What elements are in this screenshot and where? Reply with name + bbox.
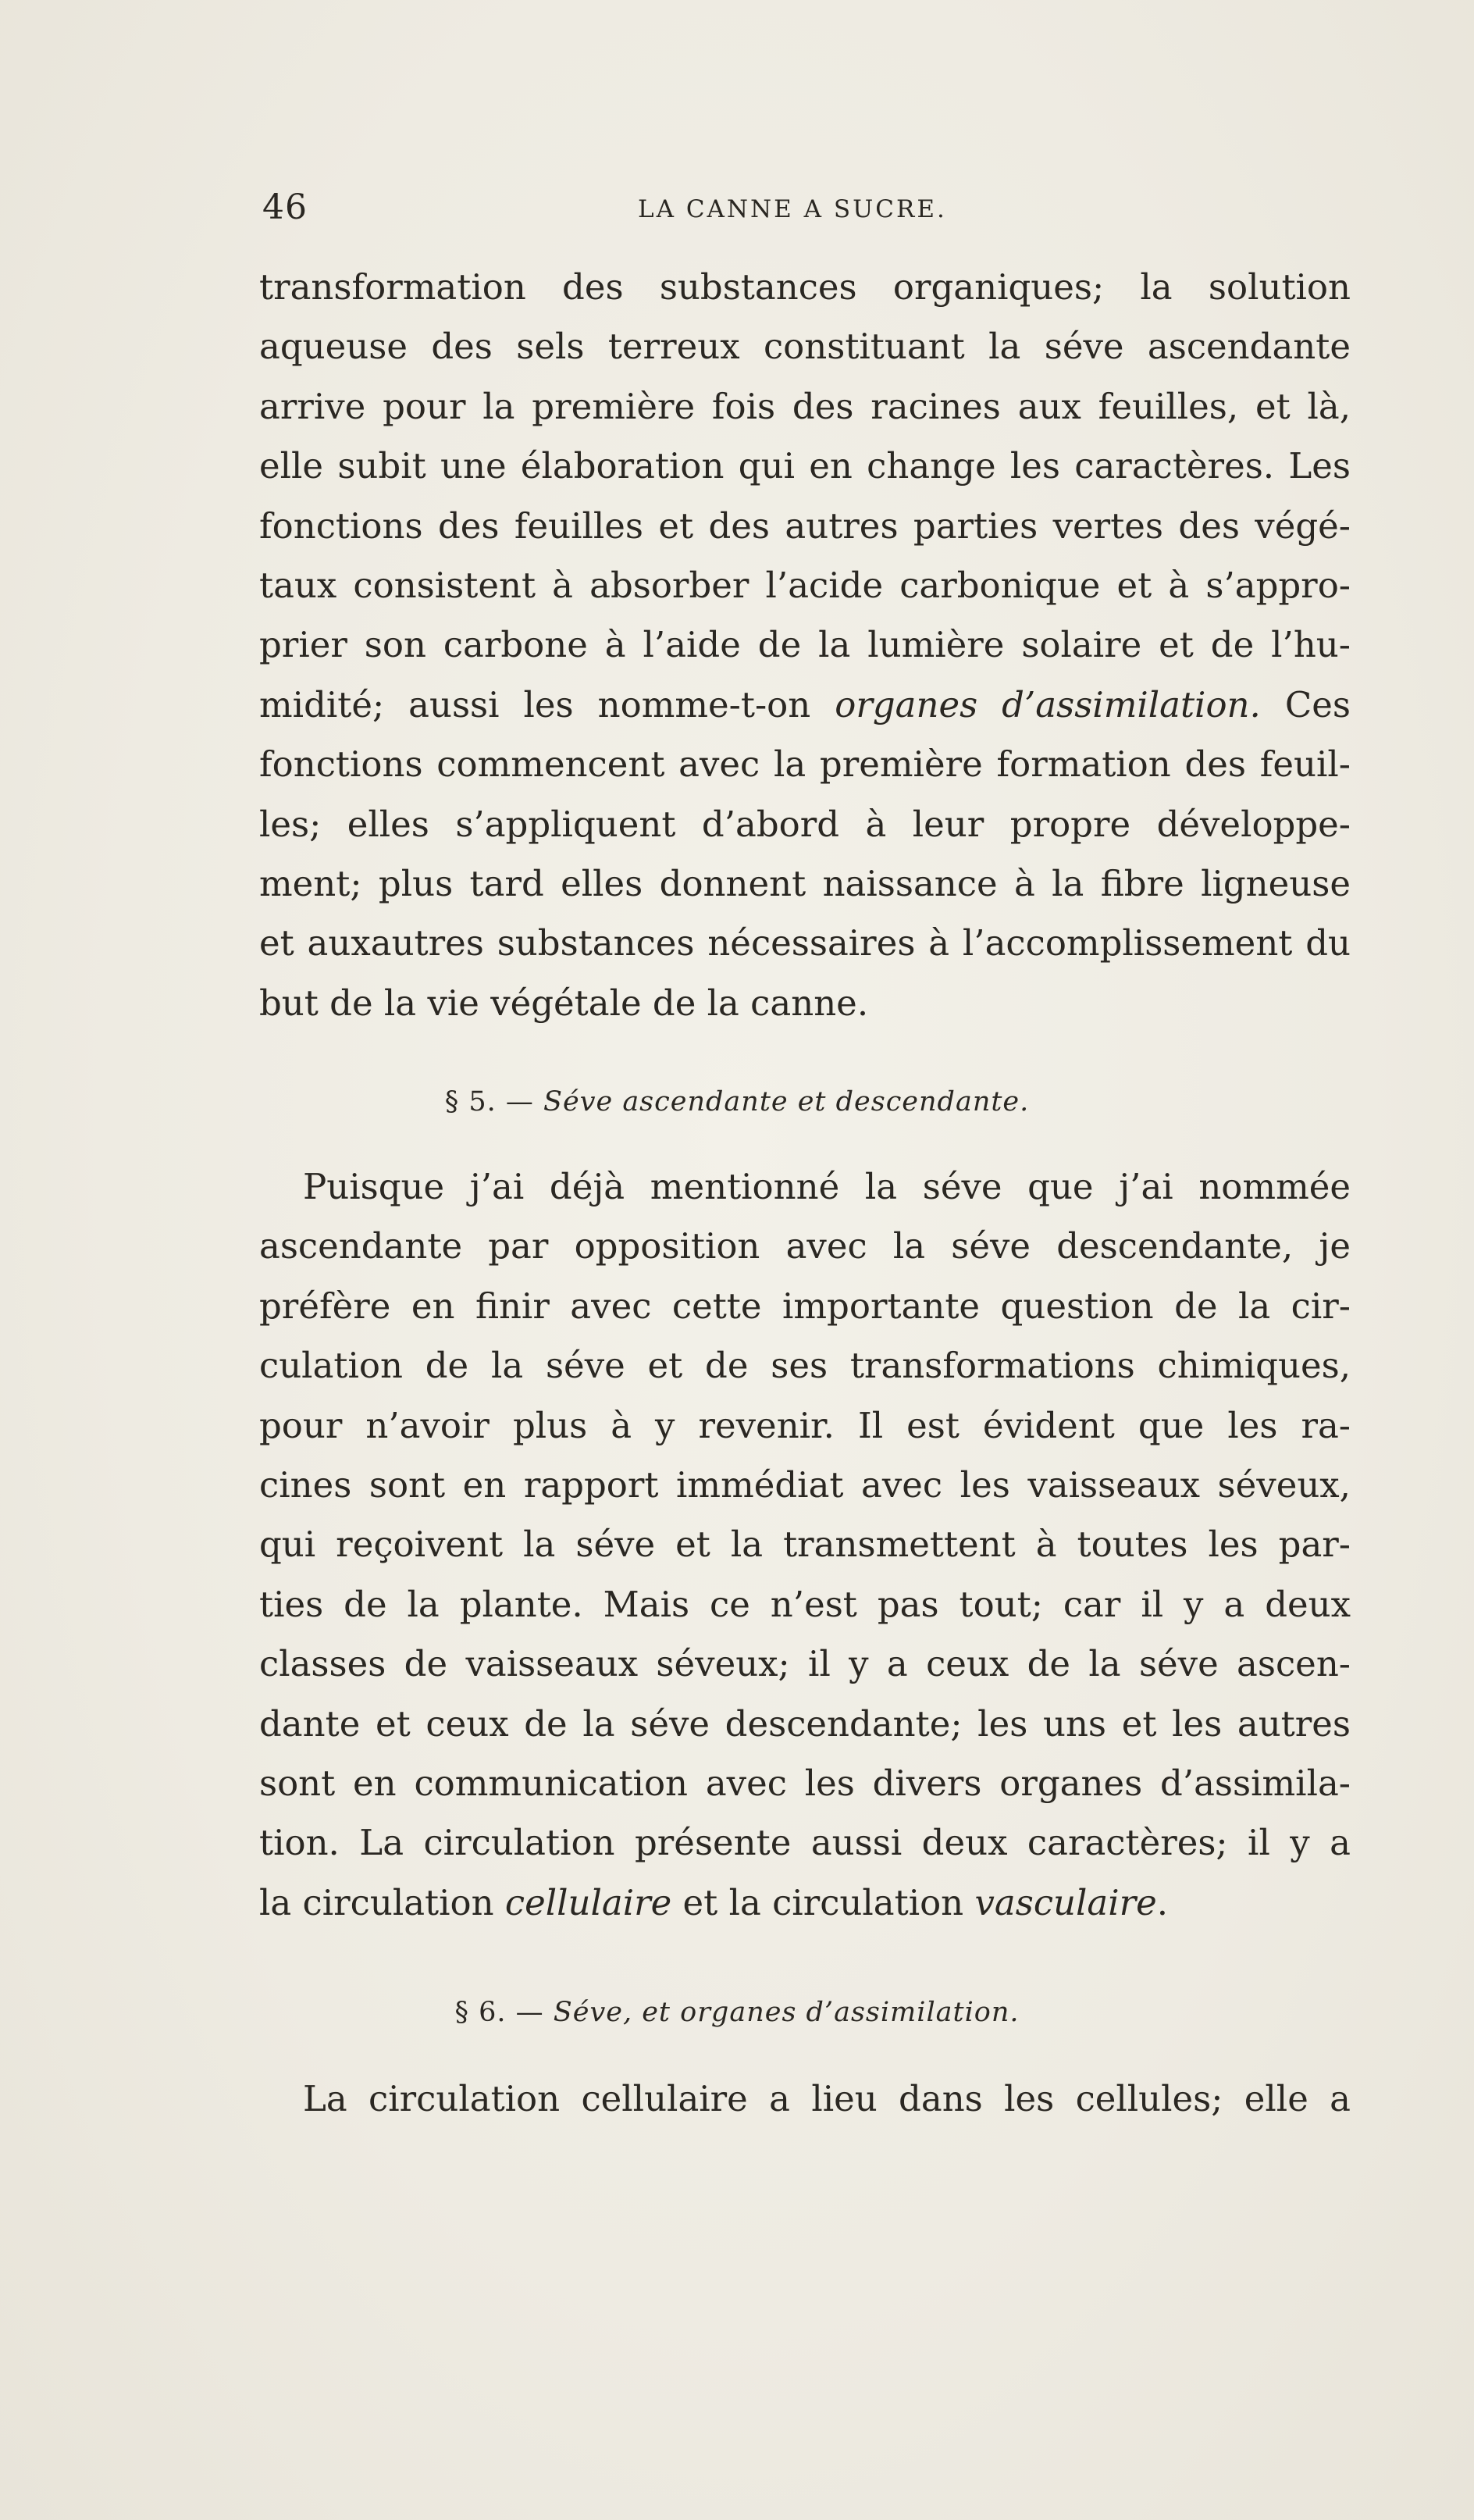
page-header [259, 187, 1352, 234]
text-line: et auxautres substances nécessaires à l’accomplissement du [259, 922, 1351, 964]
text-line: fonctions commencent avec la première formation des feuil- [259, 743, 1351, 786]
text-line: pour n’avoir plus à y revenir. Il est évident que les ra- [259, 1404, 1351, 1446]
text-run: la circulation [259, 1881, 505, 1923]
text-line: culation de la séve et de ses transformations chimiques, [259, 1345, 1351, 1387]
text-line: tion. La circulation présente aussi deux caractères; il y a [259, 1822, 1351, 1864]
italic-term: cellulaire [504, 1881, 672, 1923]
paragraph-1 [259, 258, 1351, 1033]
text-line: cines sont en rapport immédiat avec les vaisseaux séveux, [259, 1464, 1351, 1506]
text-line [259, 675, 1351, 735]
section-heading-5 [0, 1086, 1474, 1117]
section-title: Séve, et organes d’assimilation. [553, 1997, 1020, 2028]
text-run: midité; aussi les nomme-t-on [259, 683, 835, 725]
text-line: taux consistent à absorber l’acide carbonique et à s’appro- [259, 565, 1351, 607]
running-title: LA CANNE A SUCRE. [638, 195, 947, 223]
text-line: sont en communication avec les divers organes d’assimila- [259, 1763, 1351, 1805]
text-line: fonctions des feuilles et des autres parties vertes des végé- [259, 504, 1351, 547]
section-title: Séve ascendante et descendante. [543, 1086, 1030, 1117]
text-line: qui reçoivent la séve et la transmettent à toutes les par- [259, 1524, 1351, 1566]
section-dash: — [496, 1086, 544, 1117]
text-line: ties de la plante. Mais ce n’est pas tout; car il y a deux [259, 1583, 1351, 1625]
italic-term: vasculaire [974, 1881, 1157, 1923]
paragraph-3 [259, 2069, 1351, 2129]
text-line: elle subit une élaboration qui en change les caractères. Les [259, 445, 1351, 487]
text-line: les; elles s’appliquent d’abord à leur propre développe- [259, 803, 1351, 845]
text-line: ascendante par opposition avec la séve descendante, je [259, 1225, 1351, 1267]
text-line: Puisque j’ai déjà mentionné la séve que j’ai nommée [303, 1166, 1351, 1207]
text-line: but de la vie végétale de la canne. [259, 982, 869, 1024]
section-number: § 5. [444, 1086, 497, 1117]
text-run: et la circulation [671, 1881, 975, 1923]
text-line: ment; plus tard elles donnent naissance à la fibre ligneuse [259, 863, 1351, 905]
text-run: Ces [1260, 683, 1351, 725]
text-line: La circulation cellulaire a lieu dans les cellules; elle a [303, 2078, 1351, 2119]
section-number: § 6. [454, 1997, 507, 2028]
text-line: aqueuse des sels terreux constituant la séve ascendante [259, 326, 1351, 368]
page-number: 46 [262, 187, 308, 227]
text-line: arrive pour la première fois des racines aux feuilles, et là, [259, 385, 1351, 427]
text-line [259, 1873, 1351, 1933]
paragraph-2 [259, 1157, 1351, 1933]
section-dash: — [506, 1997, 554, 2028]
text-run: . [1156, 1881, 1169, 1923]
section-heading-6 [0, 1997, 1474, 2028]
text-line: prier son carbone à l’aide de la lumière solaire et de l’hu- [259, 624, 1351, 666]
text-line: préfère en finir avec cette importante question de la cir- [259, 1285, 1351, 1327]
text-line: dante et ceux de la séve descendante; les uns et les autres [259, 1702, 1351, 1745]
text-line: transformation des substances organiques; la solution [259, 266, 1351, 308]
italic-term: organes d’assimilation. [835, 683, 1261, 725]
text-line: classes de vaisseaux séveux; il y a ceux de la séve ascen- [259, 1643, 1351, 1685]
